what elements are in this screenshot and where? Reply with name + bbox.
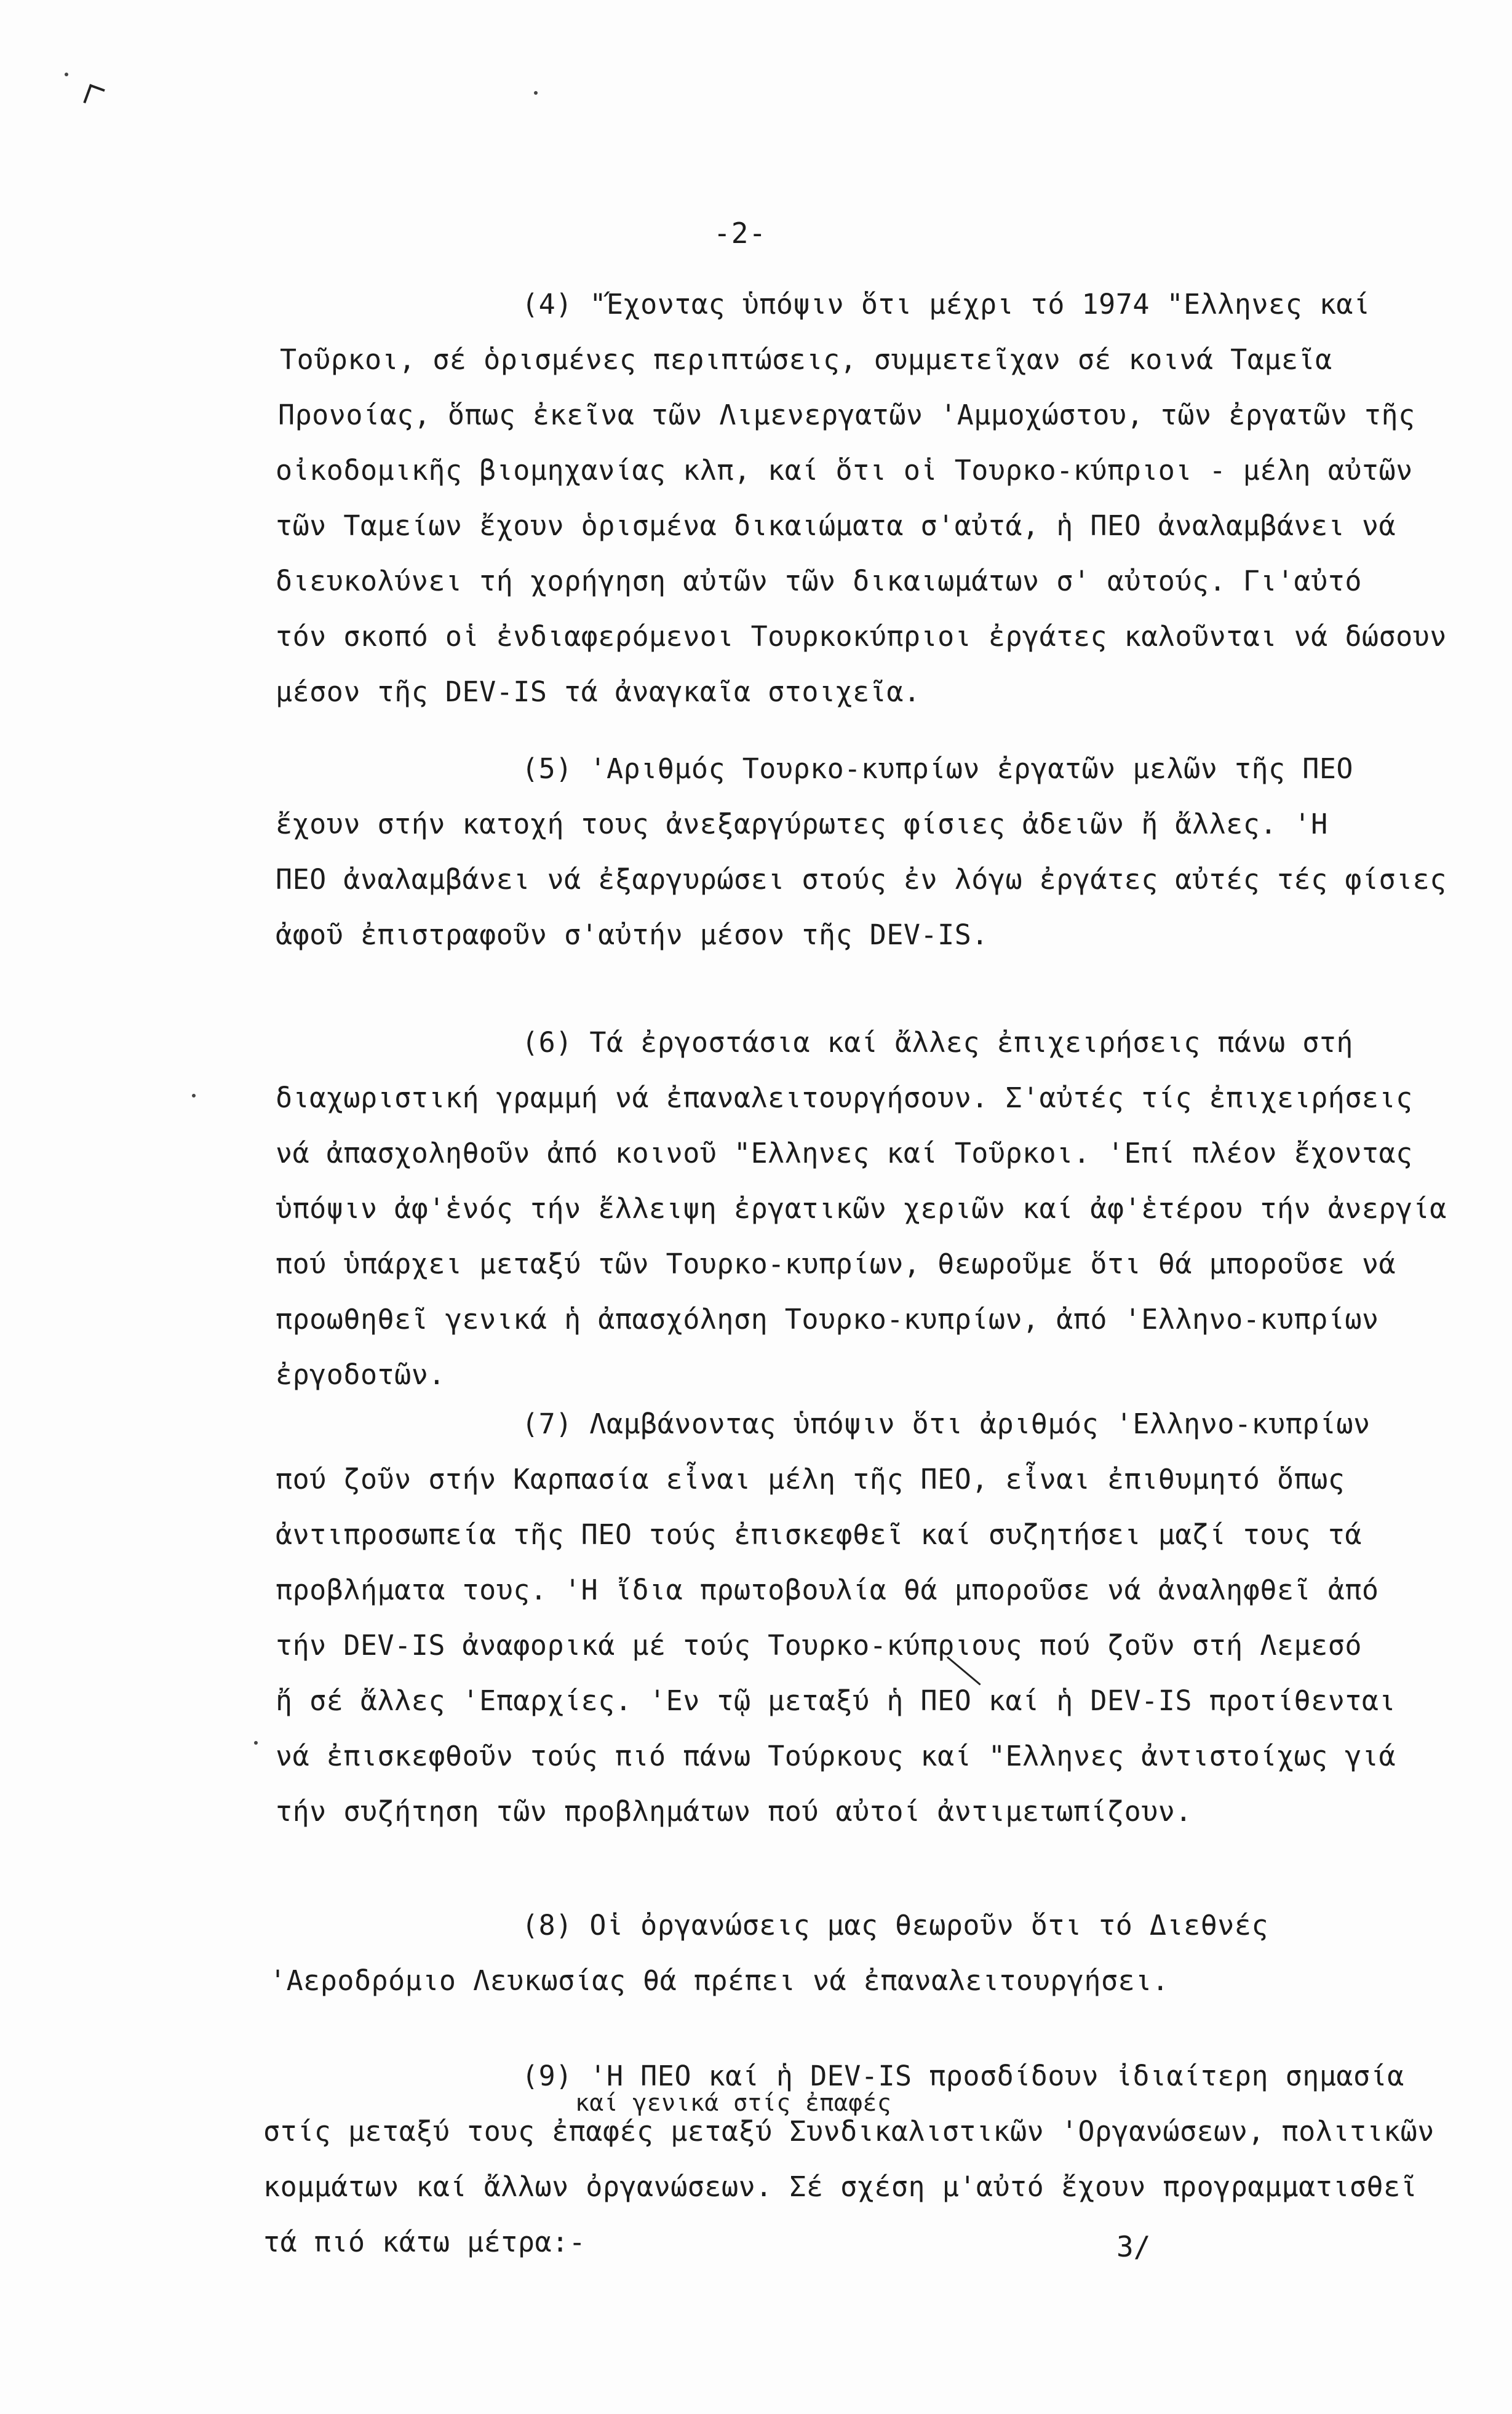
paragraph-9-line-2: στίς μεταξύ τους ἐπαφές μεταξύ Συνδικαλιστικῶν 'Οργανώσεων, πολιτικῶν xyxy=(263,2115,1434,2148)
paragraph-4-line-7: τόν σκοπό οἱ ἐνδιαφερόμενοι Τουρκοκύπριοι ἐργάτες καλοῦνται νά δώσουν xyxy=(276,620,1447,653)
page-number: -2- xyxy=(714,217,767,250)
paragraph-4-line-4: οἰκοδομικῆς βιομηχανίας κλπ, καί ὅτι οἱ Τουρκο-κύπριοι - μέλη αὐτῶν xyxy=(276,454,1413,487)
paragraph-5-line-1: (5) 'Αριθμός Τουρκο-κυπρίων ἐργατῶν μελῶν τῆς ΠΕΟ xyxy=(522,752,1354,785)
paragraph-6-line-7: ἐργοδοτῶν. xyxy=(276,1358,445,1391)
paragraph-7-line-6: ἤ σέ ἄλλες 'Επαρχίες. 'Εν τῷ μεταξύ ἡ ΠΕΟ καί ἡ DEV-IS προτίθενται xyxy=(276,1684,1396,1717)
paragraph-6-line-6: προωθηθεῖ γενικά ἡ ἀπασχόληση Τουρκο-κυπρίων, ἀπό 'Ελληνο-κυπρίων xyxy=(276,1303,1379,1336)
paragraph-4-line-2: Τοῦρκοι, σέ ὁρισμένες περιπτώσεις, συμμετεῖχαν σέ κοινά Ταμεῖα xyxy=(280,343,1332,376)
paragraph-9-line-3: κομμάτων καί ἄλλων ὀργανώσεων. Σέ σχέση μ'αὐτό ἔχουν προγραμματισθεῖ xyxy=(263,2170,1418,2203)
paragraph-4-line-6: διευκολύνει τή χορήγηση αὐτῶν τῶν δικαιωμάτων σ' αὐτούς. Γι'αὐτό xyxy=(276,565,1362,597)
speck xyxy=(65,73,68,76)
paragraph-5-line-2: ἔχουν στήν κατοχή τους ἀνεξαργύρωτες φίσιες ἀδειῶν ἤ ἄλλες. 'Η xyxy=(276,808,1328,840)
corner-mark xyxy=(83,84,105,108)
paragraph-4-line-8: μέσον τῆς DEV-IS τά ἀναγκαῖα στοιχεῖα. xyxy=(276,675,921,708)
paragraph-7-line-8: τήν συζήτηση τῶν προβλημάτων πού αὐτοί ἀντιμετωπίζουν. xyxy=(276,1795,1192,1828)
paragraph-8-line-1: (8) Οἱ ὀργανώσεις μας θεωροῦν ὅτι τό Διεθνές xyxy=(522,1909,1269,1942)
paragraph-7-line-7: νά ἐπισκεφθοῦν τούς πιό πάνω Τούρκους καί "Ελληνες ἀντιστοίχως γιά xyxy=(276,1740,1396,1772)
speck xyxy=(534,91,538,95)
paragraph-6-line-5: πού ὑπάρχει μεταξύ τῶν Τουρκο-κυπρίων, θεωροῦμε ὅτι θά μποροῦσε νά xyxy=(276,1248,1396,1280)
paragraph-7-line-2: πού ζοῦν στήν Καρπασία εἶναι μέλη τῆς ΠΕΟ, εἶναι ἐπιθυμητό ὅπως xyxy=(276,1463,1345,1496)
paragraph-9-line-4: τά πιό κάτω μέτρα:- xyxy=(263,2226,586,2258)
next-page-marker: 3/ xyxy=(1116,2230,1151,2263)
paragraph-6-line-3: νά ἀπασχοληθοῦν ἀπό κοινοῦ "Ελληνες καί Τοῦρκοι. 'Επί πλέον ἔχοντας xyxy=(276,1137,1413,1169)
paragraph-6-line-1: (6) Τά ἐργοστάσια καί ἄλλες ἐπιχειρήσεις πάνω στή xyxy=(522,1026,1354,1059)
paragraph-7-line-1: (7) Λαμβάνοντας ὑπόψιν ὅτι ἀριθμός 'Ελληνο-κυπρίων xyxy=(522,1408,1371,1440)
paragraph-8-line-2: 'Αεροδρόμιο Λευκωσίας θά πρέπει νά ἐπαναλειτουργήσει. xyxy=(269,1964,1169,1997)
paragraph-6-line-4: ὑπόψιν ἀφ'ἑνός τήν ἔλλειψη ἐργατικῶν χεριῶν καί ἀφ'ἑτέρου τήν ἀνεργία xyxy=(276,1192,1447,1225)
paragraph-4-line-5: τῶν Ταμείων ἔχουν ὁρισμένα δικαιώματα σ'αὐτά, ἡ ΠΕΟ ἀναλαμβάνει νά xyxy=(276,509,1396,542)
speck xyxy=(254,1741,258,1745)
paragraph-7-line-4: προβλήματα τους. 'Η ἴδια πρωτοβουλία θά μποροῦσε νά ἀναληφθεῖ ἀπό xyxy=(276,1574,1379,1606)
paragraph-7-line-5: τήν DEV-IS ἀναφορικά μέ τούς Τουρκο-κύπριους πού ζοῦν στή Λεμεσό xyxy=(276,1629,1362,1662)
paragraph-9-line-1: (9) 'Η ΠΕΟ καί ἡ DEV-IS προσδίδουν ἰδιαίτερη σημασία xyxy=(522,2060,1404,2092)
paragraph-5-line-4: ἀφοῦ ἐπιστραφοῦν σ'αὐτήν μέσον τῆς DEV-IS. xyxy=(276,918,989,951)
paragraph-9-insertion: καί γενικά στίς ἐπαφές xyxy=(575,2089,892,2116)
paragraph-6-line-2: διαχωριστική γραμμή νά ἐπαναλειτουργήσουν. Σ'αὐτές τίς ἐπιχειρήσεις xyxy=(276,1082,1413,1114)
paragraph-7-line-3: ἀντιπροσωπεία τῆς ΠΕΟ τούς ἐπισκεφθεῖ καί συζητήσει μαζί τους τά xyxy=(276,1518,1362,1551)
paragraph-4-line-3: Προνοίας, ὅπως ἐκεῖνα τῶν Λιμενεργατῶν 'Αμμοχώστου, τῶν ἐργατῶν τῆς xyxy=(278,399,1415,431)
paragraph-4-line-1: (4) "Έχοντας ὑπόψιν ὅτι μέχρι τό 1974 "Ελληνες καί xyxy=(522,288,1371,321)
speck xyxy=(192,1094,196,1097)
paragraph-5-line-3: ΠΕΟ ἀναλαμβάνει νά ἐξαργυρώσει στούς ἐν λόγω ἐργάτες αὐτές τές φίσιες xyxy=(276,863,1447,896)
